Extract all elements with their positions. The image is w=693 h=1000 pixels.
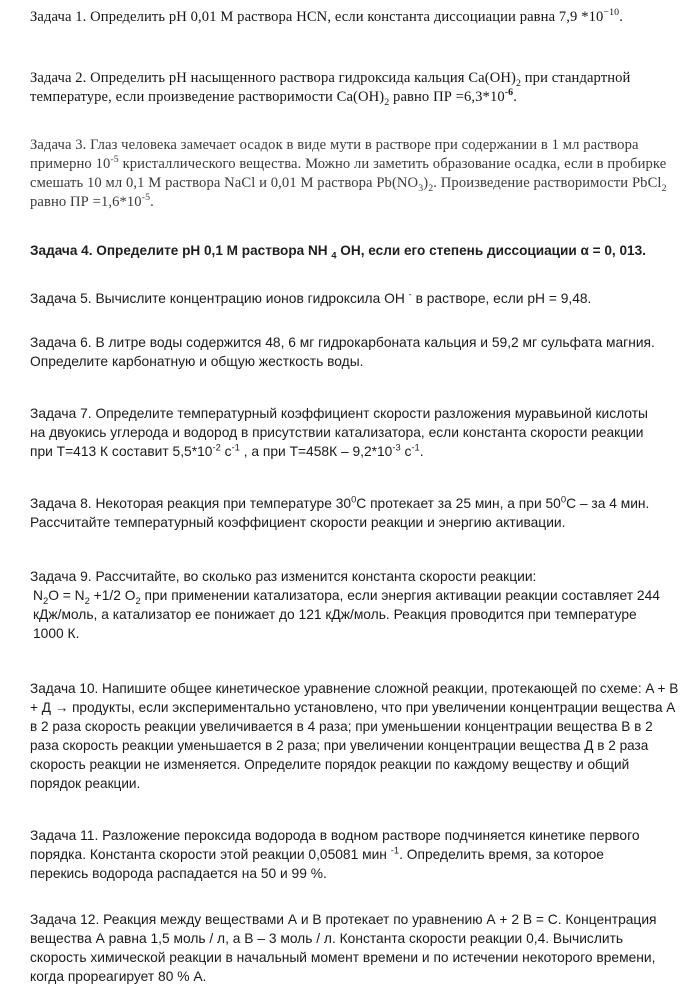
task-10: Задача 10. Напишите общее кинетическое уравнение сложной реакции, протекающей по схеме: A + B + Д → продукты, если экспериментально установлено, что при увеличении концентрации вещества А в 2 раза скорость реакции увеличивается в 4 раза; при уменьшении концентрации вещества В в 2 раза скорость реакции уменьшается в 2 раза; при увеличении концентрации вещества Д в 2 раза скорость реакции не изменяется. Определите порядок реакции по каждому веществу и общий порядок реакции. — [30, 681, 679, 791]
task-1: Задача 1. Определить pH 0,01 М раствора HCN, если константа диссоциации равна 7,9 $*10^{-10}$. — [30, 7, 623, 25]
task-3: Задача 3. Глаз человека замечает осадок в виде мути в растворе при содержании в 1 мл раствора примерно $10^{-5}$ кристаллического вещества. Можно ли заметить образование осадка, если в пробирке смешать 10 мл 0,1 М раствора NaCl и 0,01 М раствора $Pb(NO_3)_2$. Произведение растворимости PbCl$_2$ равно ПР $=1,6*10^{-5}$. — [30, 137, 667, 210]
task-9 — [30, 567, 670, 643]
task-6: Задача 6. В литре воды содержится 48, 6 мг гидрокарбоната кальция и 59,2 мг сульфата магния. Определите карбонатную и общую жесткость воды. — [30, 335, 655, 369]
task-4: Задача 4. Определите pH 0,1 М раствора NH $_4$ OH, если его степень диссоциации α = 0, 013. — [30, 243, 646, 261]
task-5: Задача 5. Вычислите концентрацию ионов гидроксила ОН - в растворе, если pH = 9,48. — [30, 289, 592, 306]
task-9-body: $N_2O = N_2 +1/2$ $O_2$ при применении катализатора, если энергия активации реакции составляет 244 кДж/моль, а катализатор ее понижает до 121 кДж/моль. Реакция проводится при температуре 1000 К. — [33, 588, 660, 641]
task-8: Задача 8. Некоторая реакция при температуре $30^0С$ протекает за 25 мин, а при $50^0С$ – за 4 мин. Рассчитайте температурный коэффициент скорости реакции и энергию активации. — [30, 494, 650, 530]
task-9-title: Задача 9. Рассчитайте, во сколько раз изменится константа скорости реакции: — [30, 569, 537, 584]
task-7: Задача 7. Определите температурный коэффициент скорости разложения муравьиной кислоты на двуокись углерода и водород в присутствии катализатора, если константа скорости реакции при Т=413 К составит $5,5*10^{-2}$ $с^{-1}$ , а при $Т=458К - 9,2*10^{-3}$ $с^{-1}$. — [30, 406, 648, 459]
task-2: Задача 2. Определить pH насыщенного раствора гидроксида кальция $Са(ОН)_2$ при стандартной температуре, если произведение растворимости $Са(ОН)_2$ равно ПР $=6,3*10^{-6}$. — [30, 70, 631, 108]
task-12: Задача 12. Реакция между веществами А и В протекает по уравнению А + 2 В = С. Концентрация вещества А равна 1,5 моль / л, а В – 3 моль / л. Константа скорости реакции 0,4. Вычислить скорость химической реакции в начальный момент времени и по истечении некоторого времени, когда прореагирует 80 % А. — [30, 912, 657, 984]
task-11: Задача 11. Разложение пероксида водорода в водном растворе подчиняется кинетике первого порядка. Константа скорости этой реакции 0,05081 мин $^{-1}$. Определить время, за которое перекись водорода распадается на 50 и 99 %. — [30, 828, 640, 881]
